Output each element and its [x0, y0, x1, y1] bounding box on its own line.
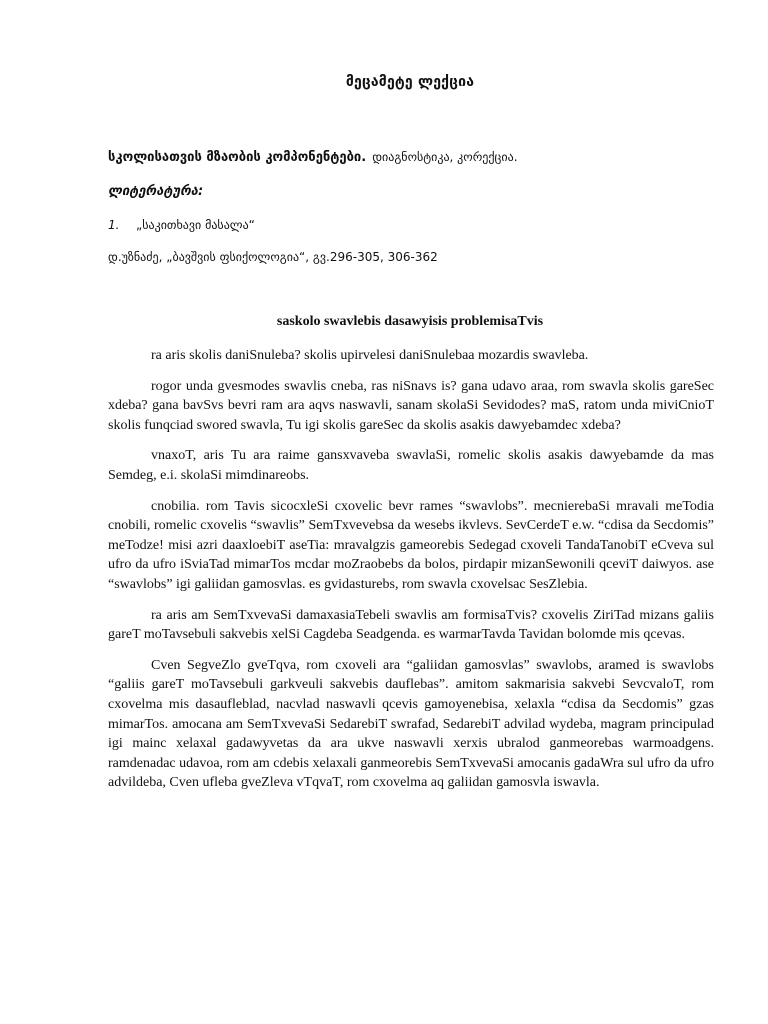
body-text [108, 346, 714, 804]
paragraph: vnaxoT, aris Tu ara raime gansxvaveba swavlaSi, romelic skolis asakis dawyebamde da mas Semdeg, e.i. skolaSi mimdinareobs. [108, 448, 714, 483]
literature-item-number: 1. [108, 218, 120, 232]
paragraph: rogor unda gvesmodes swavlis cneba, ras niSnavs is? gana udavo araa, rom swavla skolis gareSec xdeba? gana bavSvs bevri ram ara aqvs naswavli, sanam skolaSi Sevidodes? maS, ratom unda miviCnioT skolis funqciad swored swavla, Tu igi skolis gareSec da skolis asakis dawyebamdec xdeba? [108, 378, 714, 433]
section-title: saskolo swavlebis dasawyisis problemisaTvis [276, 314, 544, 329]
paragraph: Cven SegveZlo gveTqva, rom cxoveli ara “galiidan gamosvlas” swavlobs, aramed is swavlobs “galiis gareT moTavsebuli garkveuli sakvebis dauflebas”. amitom sakmarisia sakvebi SevcvaloT, rom cxovelma mis dasaufleblad, nacvlad naswavli qcevis gamoyenebisa, xelaxla “cdisa da Secdomis” gzas mimarTos. amocana am SemTxvevaSi SedarebiT swrafad, SedarebiT advilad wydeba, magram principulad igi mainc xelaxal gadawyvetas da ara ukve naswavli xerxis ubralod ganmeorebas warmoadgens. ramdenadac udavoa, rom am cdebis xelaxali ganmeorebis SemTxvevaSi amocanis gadaWra sul ufro da ufro advildeba, Cven ufleba gveZleva vTqvaT, rom cxovelma aq galiidan gamosvla iswavla. [108, 657, 714, 791]
literature-heading: ლიტერატურა: [108, 184, 204, 199]
literature-reference: დ.უზნაძე, „ბავშვის ფსიქოლოგია“, გვ.296-305, 306-362 [108, 250, 438, 264]
topic-main: სკოლისათვის მზაობის კომპონენტები. [108, 150, 367, 165]
lecture-title: მეცამეტე ლექცია [345, 74, 475, 90]
paragraph: cnobilia. rom Tavis sicocxleSi cxovelic bevr rames “swavlobs”. mecnierebaSi mravali meTodia cnobili, romelic cxovelis “swavlis” SemTxvevebsa da wesebs ikvlevs. SevCerdeT e.w. “cdisa da Secdomis” meTodze! misi azri daaxloebiT aseTia: mravalgzis gameorebis Sedegad cxoveli TandaTanobiT eCveva sul ufro da ufro iSviaTad mimarTos mcdar moZraobebs da bolos, pirdapir mizanSewonili qceviT daiwyos. ase “swavlobs” igi galiidan gamosvlas. es gvidasturebs, rom swavla cxovelsac SesZlebia. [108, 498, 714, 592]
lecture-topic [108, 150, 518, 165]
literature-item-text: „საკითხავი მასალა“ [136, 218, 255, 232]
paragraph: ra aris skolis daniSnuleba? skolis upirvelesi daniSnulebaa mozardis swavleba. [151, 348, 589, 363]
paragraph: ra aris am SemTxvevaSi damaxasiaTebeli swavlis am formisaTvis? cxovelis ZiriTad mizans galiis gareT moTavsebuli sakvebis xelSi Cagdeba Seadgenda. es warmarTavda Tavidan bolomde mis qcevas. [108, 607, 714, 643]
topic-rest: დიაგნოსტიკა, კორექცია. [372, 150, 518, 164]
literature-item [108, 218, 255, 232]
